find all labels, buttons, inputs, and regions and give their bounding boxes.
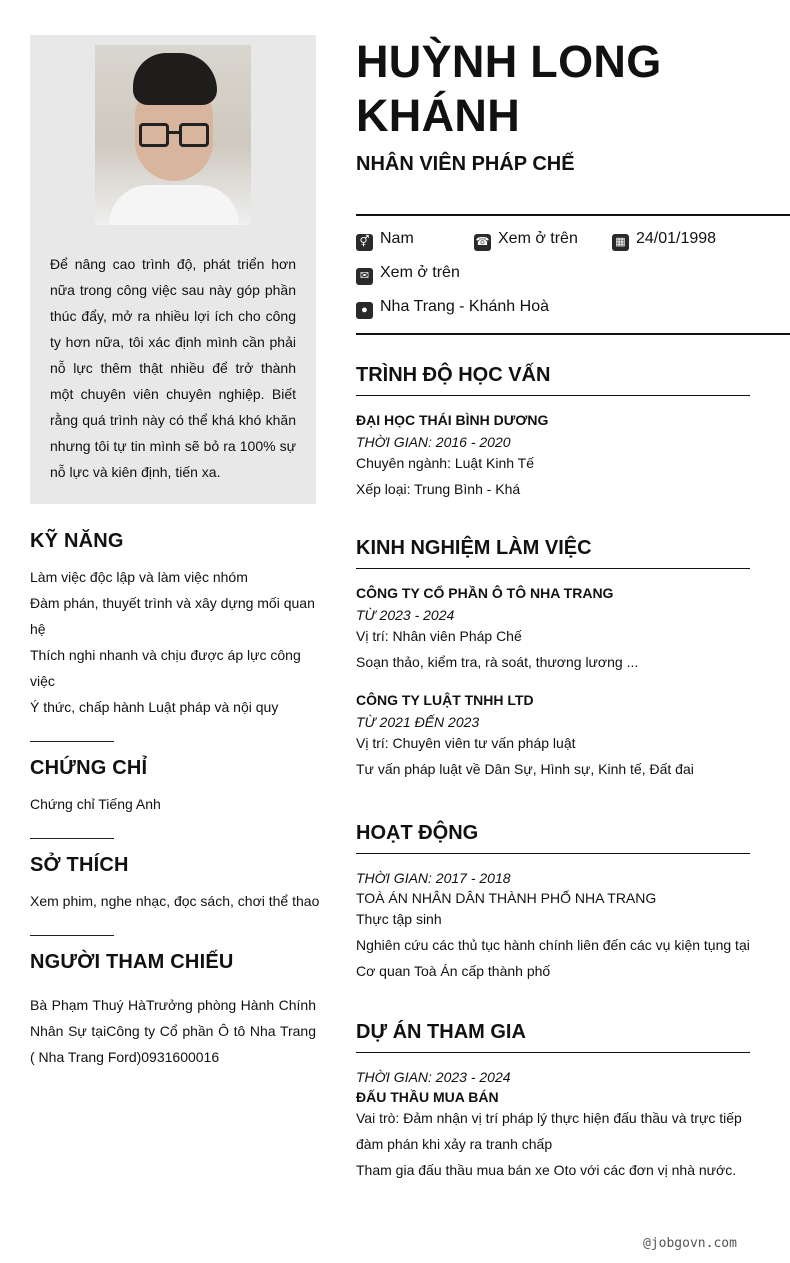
skill-item: Ý thức, chấp hành Luật pháp và nội quy <box>30 699 279 715</box>
footer-watermark: @jobgovn.com <box>643 1236 737 1251</box>
divider <box>30 838 114 839</box>
job-title: NHÂN VIÊN PHÁP CHẾ <box>356 153 575 175</box>
job-time: TỪ 2021 ĐẾN 2023 <box>356 714 480 730</box>
activities-section <box>356 822 756 984</box>
education-heading: TRÌNH ĐỘ HỌC VẤN <box>356 364 551 386</box>
projects-heading: DỰ ÁN THAM GIA <box>356 1021 526 1043</box>
job-position: Vị trí: Chuyên viên tư vấn pháp luật <box>356 735 576 751</box>
phone-icon: ☎ <box>474 234 491 251</box>
envelope-icon: ✉ <box>356 268 373 285</box>
experience-section <box>356 537 750 782</box>
skill-item: Thích nghi nhanh và chịu được áp lực công việc <box>30 647 301 689</box>
profile-photo <box>95 45 251 225</box>
education-section <box>356 364 750 502</box>
right-column <box>356 35 790 1178</box>
projects-section <box>356 1021 756 1183</box>
map-pin-icon: ● <box>356 302 373 319</box>
skills-heading: KỸ NĂNG <box>30 530 124 552</box>
job-entry <box>356 585 750 675</box>
project-title: ĐẤU THẦU MUA BÁN <box>356 1089 499 1105</box>
references-section <box>30 951 316 1070</box>
activity-description: Nghiên cứu các thủ tục hành chính liên đến các vụ kiện tụng tại Cơ quan Toà Án cấp thành phố <box>356 937 750 979</box>
education-rank: Xếp loại: Trung Bình - Khá <box>356 481 521 497</box>
reference-text: Bà Phạm Thuý HàTrưởng phòng Hành Chính Nhân Sự tạiCông ty Cổ phần Ô tô Nha Trang ( Nha Trang Ford)0931600016 <box>30 997 316 1065</box>
project-time: THỜI GIAN: 2023 - 2024 <box>356 1069 511 1085</box>
references-heading: NGƯỜI THAM CHIẾU <box>30 951 234 973</box>
certificates-heading: CHỨNG CHỈ <box>30 757 148 779</box>
education-time: THỜI GIAN: 2016 - 2020 <box>356 434 511 450</box>
school-name: ĐẠI HỌC THÁI BÌNH DƯƠNG <box>356 412 549 428</box>
company-name: CÔNG TY CỔ PHẦN Ô TÔ NHA TRANG <box>356 585 614 601</box>
experience-heading: KINH NGHIỆM LÀM VIỆC <box>356 537 592 559</box>
candidate-name: HUỲNH LONG KHÁNH <box>356 36 662 141</box>
certificates-section <box>30 757 316 817</box>
calendar-icon: ▦ <box>612 234 629 251</box>
contact-gender: ⚥ Nam <box>356 230 414 251</box>
education-major: Chuyên ngành: Luật Kinh Tế <box>356 455 534 471</box>
gender-icon: ⚥ <box>356 234 373 251</box>
job-time: TỪ 2023 - 2024 <box>356 607 455 623</box>
certificate-item: Chứng chỉ Tiếng Anh <box>30 796 161 812</box>
profile-box <box>30 35 316 504</box>
skills-section <box>30 530 316 720</box>
activity-time: THỜI GIAN: 2017 - 2018 <box>356 870 511 886</box>
job-description: Soạn thảo, kiểm tra, rà soát, thương lương ... <box>356 654 639 670</box>
contact-phone: ☎ Xem ở trên <box>474 230 578 251</box>
divider <box>30 741 114 742</box>
contact-birthday: ▦ 24/01/1998 <box>612 230 716 251</box>
skill-item: Đàm phán, thuyết trình và xây dựng mối quan hệ <box>30 595 315 637</box>
career-objective: Để nâng cao trình độ, phát triển hơn nữa trong công việc sau này góp phần thúc đẩy, mở ra nhiều lợi ích cho công ty hơn nữa, tôi xác định mình cần phải nỗ lực thêm thật nhiều để trở thành một chuyên viên chuyên nghiệp. Biết rằng quá trình này có thể khá khó khăn nhưng tôi tự tin mình sẽ bỏ ra 100% sự nỗ lực và kiên định, tiến xa. <box>50 256 296 480</box>
project-description: Tham gia đấu thầu mua bán xe Oto với các đơn vị nhà nước. <box>356 1162 737 1178</box>
activity-role: Thực tập sinh <box>356 911 442 927</box>
skill-item: Làm việc độc lập và làm việc nhóm <box>30 569 248 585</box>
activity-org: TOÀ ÁN NHÂN DÂN THÀNH PHỐ NHA TRANG <box>356 890 657 906</box>
contact-address: ● Nha Trang - Khánh Hoà <box>356 298 549 319</box>
hobbies-heading: SỞ THÍCH <box>30 854 129 876</box>
job-position: Vị trí: Nhân viên Pháp Chế <box>356 628 522 644</box>
left-column <box>30 35 320 1065</box>
company-name: CÔNG TY LUẬT TNHH LTD <box>356 692 534 708</box>
job-entry <box>356 692 750 782</box>
divider <box>356 214 790 216</box>
project-role: Vai trò: Đảm nhận vị trí pháp lý thực hiện đấu thầu và trực tiếp đàm phán khi xảy ra tranh chấp <box>356 1110 742 1152</box>
contact-email: ✉ Xem ở trên <box>356 264 460 285</box>
job-description: Tư vấn pháp luật về Dân Sự, Hình sự, Kinh tế, Đất đai <box>356 761 694 777</box>
divider <box>30 935 114 936</box>
hobby-item: Xem phim, nghe nhạc, đọc sách, chơi thể thao <box>30 893 320 909</box>
divider <box>356 333 790 335</box>
hobbies-section <box>30 854 320 914</box>
activities-heading: HOẠT ĐỘNG <box>356 822 479 844</box>
